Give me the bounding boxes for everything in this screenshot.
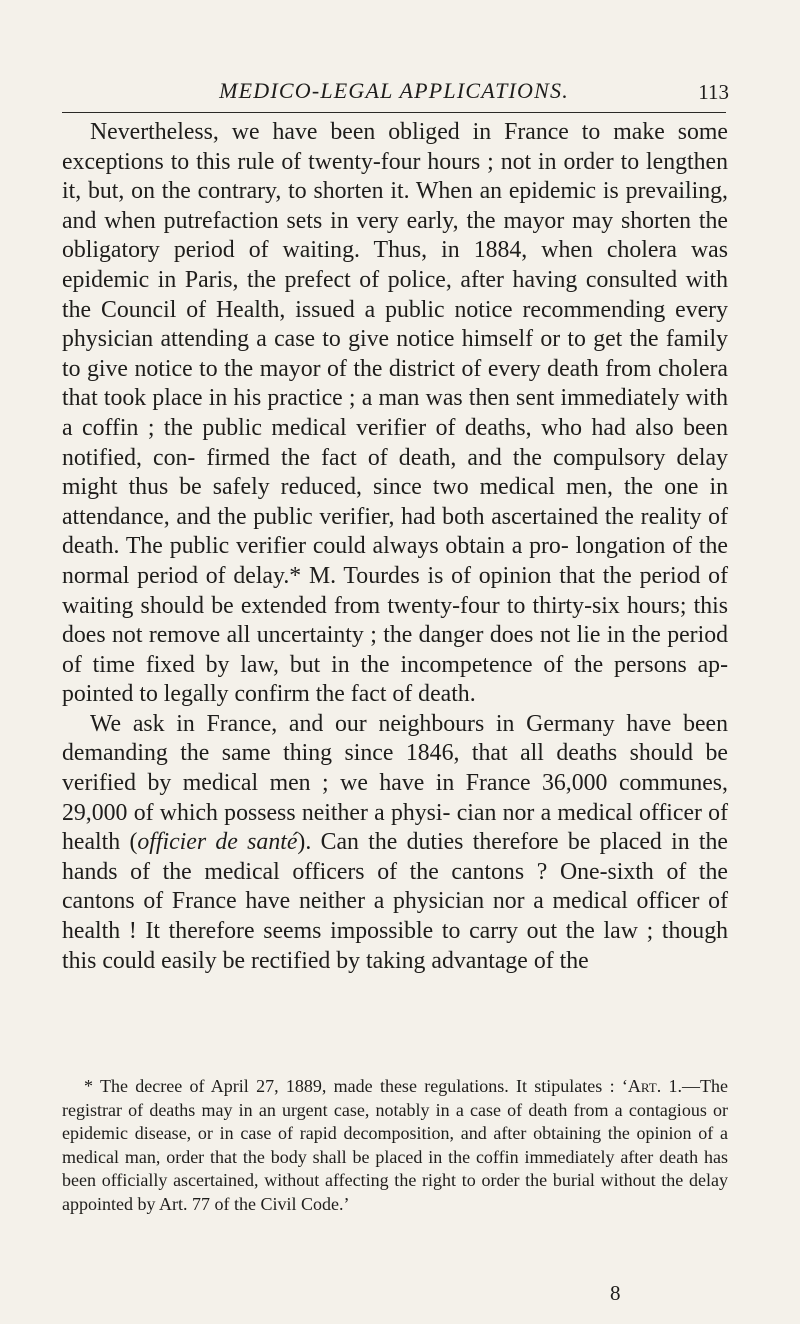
footnote xyxy=(62,1075,728,1217)
paragraph-2-end: ). Can the duties therefore be placed in the hands of the medical officers of the cantons ? One-sixth of the cantons of France have neither a physician nor a medical officer of health ! It therefore seems impossible to carry out the law ; though this could easily be rectified by taking advantage of the xyxy=(62,829,728,974)
footnote-intro: * The decree of April 27, 1889, made these regulations. It stipulates : ‘ xyxy=(84,1076,628,1096)
paragraph-2 xyxy=(62,710,728,976)
header-rule xyxy=(62,112,726,113)
footnote-art-label: Art. xyxy=(627,1076,662,1096)
footnote-body: 1.—The registrar of deaths may in an urgent case, notably in a case of death from a contagious or epidemic disease, or in case of rapid decomposition, and after obtaining the opinion of a medical man, order that the body shall be placed in the coffin immediately after death has been officially ascertained, without affecting the right to order the burial without the delay appointed by Art. 77 of the Civil Code.’ xyxy=(62,1076,728,1214)
paragraph-2-italic-term: officier de santé xyxy=(137,829,298,856)
footnote-text xyxy=(62,1075,728,1217)
signature-mark: 8 xyxy=(610,1281,621,1305)
running-title: MEDICO-LEGAL APPLICATIONS. xyxy=(219,78,569,103)
paragraph-2-start: We ask in France, and our neighbours in Germany have been demanding the same thing since 1846, that all deaths should be verified by medical men ; we have in France 36,000 communes, 29,000 of which possess neither a physi- cian nor a medical officer of health ( xyxy=(62,710,728,856)
page-header xyxy=(62,70,729,110)
main-text xyxy=(62,118,728,976)
paragraph-1: Nevertheless, we have been obliged in France to make some exceptions to this rule of twenty-four hours ; not in order to lengthen it, but, on the contrary, to shorten it. When an epidemic is prevailing, and when putrefaction sets in very early, the mayor may shorten the obligatory period of waiting. Thus, in 1884, when cholera was epidemic in Paris, the prefect of police, after having consulted with the Council of Health, issued a public notice recommending every physician attending a case to give notice himself or to get the family to give notice to the mayor of the district of every death from cholera that took place in his practice ; a man was then sent immediately with a coffin ; the public medical verifier of deaths, who had also been notified, con- firmed the fact of death, and the compulsory delay might thus be safely reduced, since two medical men, the one in attendance, and the public verifier, had both ascertained the reality of death. The public verifier could always obtain a pro- longation of the normal period of delay.* M. Tourdes is of opinion that the period of waiting should be extended from twenty-four to thirty-six hours; this does not remove all uncertainty ; the danger does not lie in the period of time fixed by law, but in the incompetence of the persons ap- pointed to legally confirm the fact of death. xyxy=(62,119,728,708)
page-number: 113 xyxy=(698,80,729,104)
